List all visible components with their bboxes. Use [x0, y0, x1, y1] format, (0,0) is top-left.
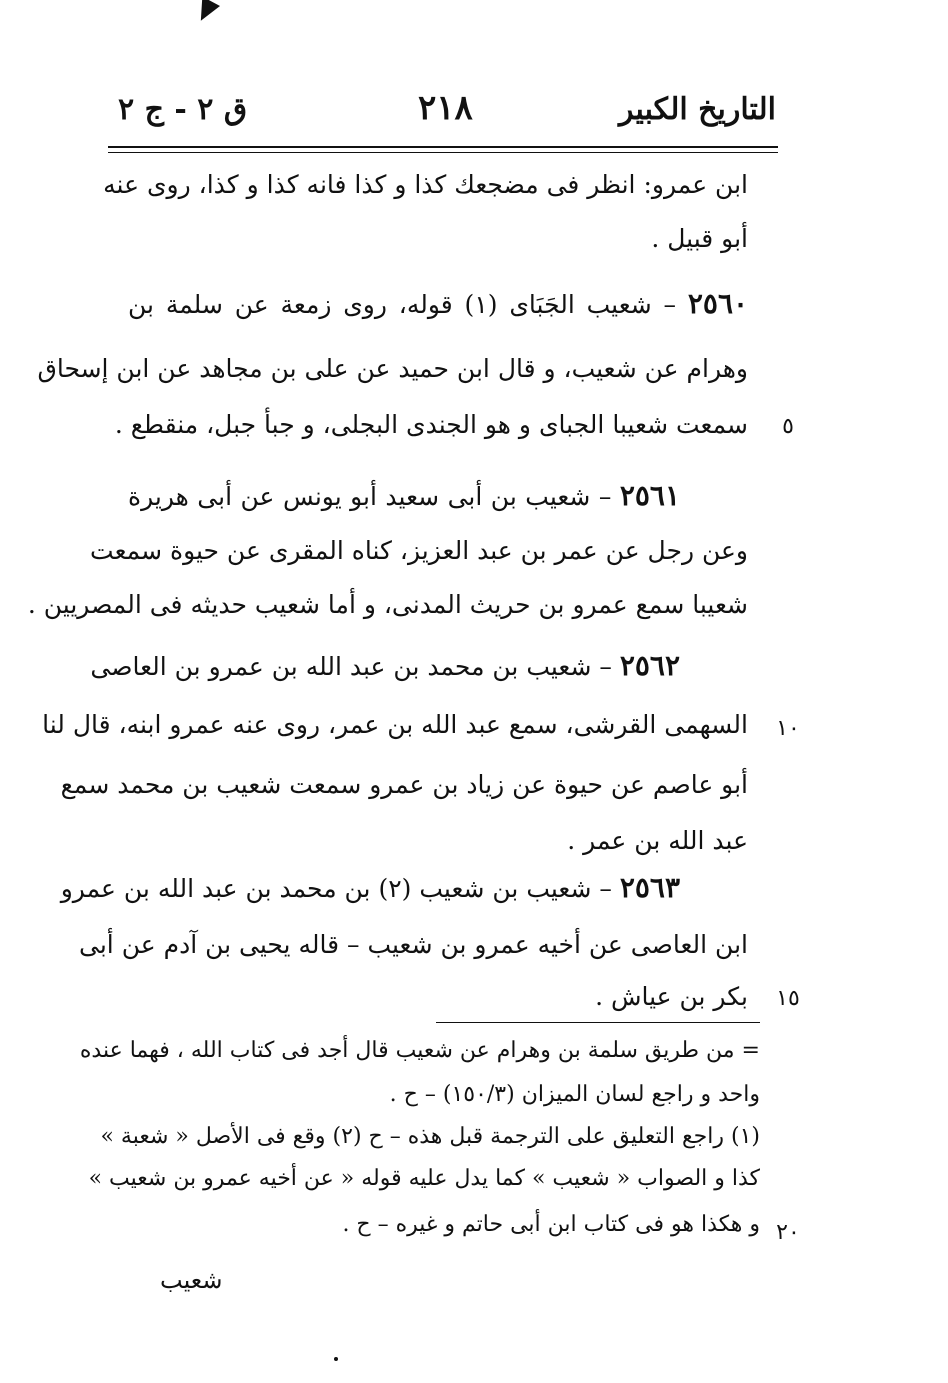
line-number-10: ١٠	[776, 716, 800, 741]
line-number-15: ١٥	[776, 986, 800, 1011]
text-line: وهرام عن شعيب، و قال ابن حميد عن على بن مجاهد عن ابن إسحاق	[37, 354, 748, 383]
line-number-5: ٥	[782, 414, 794, 439]
header-rule-thin	[108, 152, 778, 153]
entry-number: ٢٥٦١	[619, 479, 680, 512]
text-line: أبو عاصم عن حيوة عن زياد بن عمرو سمعت شعيب بن محمد سمع	[60, 770, 748, 799]
text-line: بكر بن عياش .	[595, 982, 748, 1011]
footnote-line: = من طريق سلمة بن وهرام عن شعيب قال أجد فى كتاب الله ، فهما عنده	[79, 1038, 760, 1063]
footnote-line: واحد و راجع لسان الميزان (١٥٠/٣) – ح .	[389, 1082, 760, 1107]
page-number: ٢١٨	[418, 88, 473, 128]
text-line: وعن رجل عن عمر بن عبد العزيز، كناه المقرى عن حيوة سمعت	[90, 536, 748, 565]
corner-mark	[192, 0, 220, 25]
footnote-line: (١) راجع التعليق على الترجمة قبل هذه – ح (٢) وقع فى الأصل « شعبة »	[100, 1124, 760, 1149]
volume-signature: ق ٢ - ج ٢	[118, 92, 248, 127]
page-header	[118, 88, 776, 134]
entry-number: ٢٥٦٢	[619, 649, 680, 682]
entry-line: ٢٥٦٢ – شعيب بن محمد بن عبد الله بن عمرو بن العاصى	[90, 649, 680, 682]
text-line: ابن عمرو: انظر فى مضجعك كذا و كذا فانه كذا و كذا، روى عنه	[103, 170, 748, 199]
footnote-line: كذا و الصواب « شعيب » كما يدل عليه قوله « عن أخيه عمرو بن شعيب »	[88, 1166, 760, 1191]
book-title: التاريخ الكبير	[618, 92, 776, 127]
entry-line: ٢٥٦١ – شعيب بن أبى سعيد أبو يونس عن أبى هريرة	[128, 479, 680, 512]
entry-line: ٢٥٦٠ – شعيب الجَبَاى (١) قوله، روى زمعة عن سلمة بن	[128, 287, 749, 320]
catchword: شعيب	[160, 1266, 223, 1294]
entry-number: ٢٥٦٠	[687, 287, 749, 320]
text-line: عبد الله بن عمر .	[567, 826, 748, 855]
entry-number: ٢٥٦٣	[619, 871, 680, 904]
text-line: أبو قبيل .	[651, 224, 748, 253]
text-line: شعيبا سمع عمرو بن حريث المدنى، و أما شعيب حديثه فى المصريين .	[27, 590, 748, 619]
text-line: السهمى القرشى، سمع عبد الله بن عمر، روى عنه عمرو ابنه، قال لنا	[42, 710, 748, 739]
entry-line: ٢٥٦٣ – شعيب بن شعيب (٢) بن محمد بن عبد الله بن عمرو	[60, 871, 680, 904]
text-line: ابن العاصى عن أخيه عمرو بن شعيب – قاله يحيى بن آدم عن أبى	[79, 930, 748, 959]
ink-dot	[334, 1357, 338, 1361]
footnote-line: و هكذا هو فى كتاب ابن أبى حاتم و غيره – ح .	[342, 1212, 760, 1237]
footnote-rule	[436, 1022, 760, 1023]
text-line: سمعت شعيبا الجباى و هو الجندى البجلى، و جبأ جبل، منقطع .	[114, 410, 748, 439]
header-rule	[108, 146, 778, 148]
line-number-20: ٢٠	[776, 1220, 800, 1245]
